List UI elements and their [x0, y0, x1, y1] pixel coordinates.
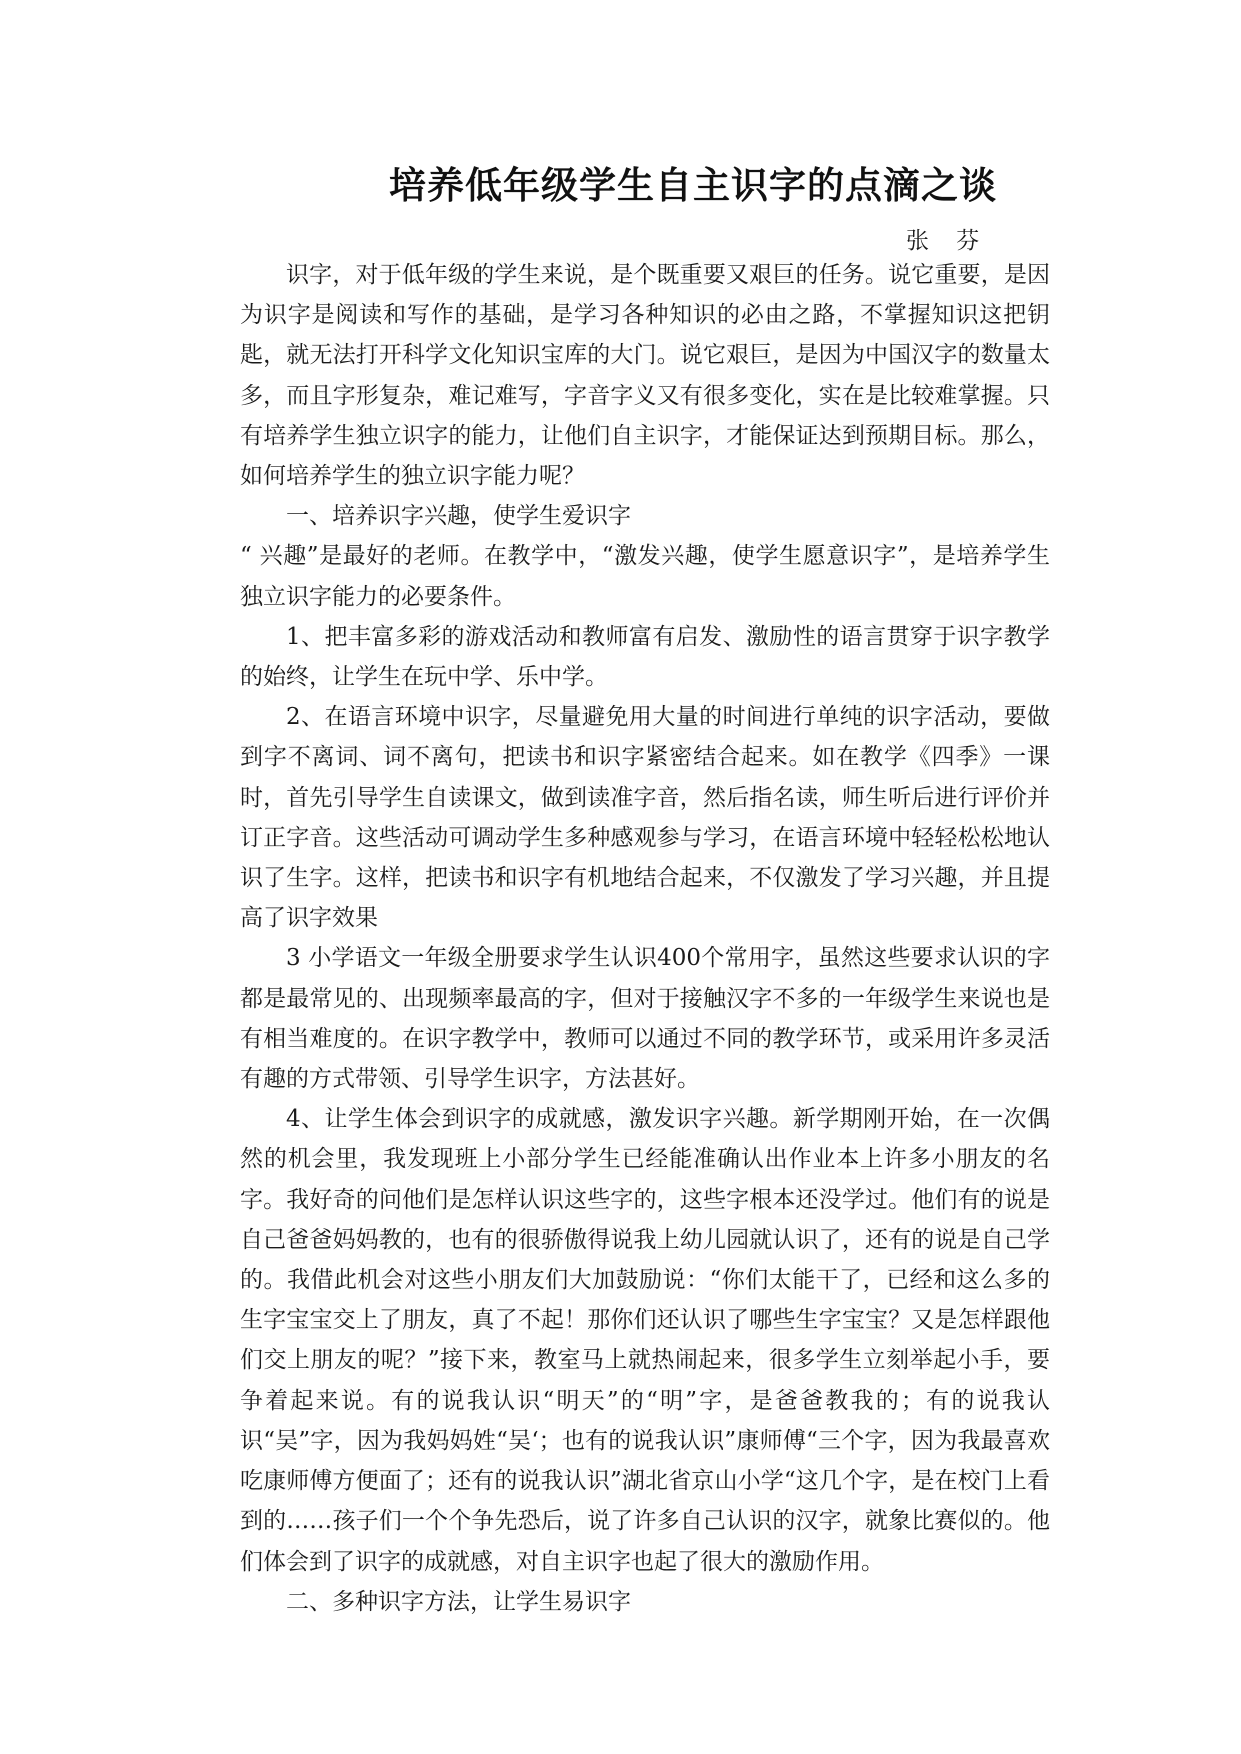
paragraph-point-1: 1、把丰富多彩的游戏活动和教师富有启发、激励性的语言贯穿于识字教学的始终，让学生在玩中学、乐中学。	[240, 623, 1050, 691]
section-heading-1: 一、培养识字兴趣，使学生爱识字	[286, 503, 631, 530]
paragraph-point-2: 2、在语言环境中识字，尽量避免用大量的时间进行单纯的识字活动，要做到字不离词、词不离句，把读书和识字紧密结合起来。如在教学《四季》一课时，首先引导学生自读课文，做到读准字音，然后指名读，师生听后进行评价并订正字音。这些活动可调动学生多种感观参与学习，在语言环境中轻轻松松地认识了生字。这样，把读书和识字有机地结合起来，不仅激发了学习兴趣，并且提高了识字效果	[240, 704, 1050, 932]
author-name: 张 芬	[906, 228, 990, 254]
paragraph-point-4: 4、让学生体会到识字的成就感，激发识字兴趣。新学期刚开始，在一次偶然的机会里，我发现班上小部分学生已经能准确认出作业本上许多小朋友的名字。我好奇的问他们是怎样认识这些字的，这些字根本还没学过。他们有的说是自己爸爸妈妈教的，也有的很骄傲得说我上幼儿园就认识了，还有的说是自己学的。我借此机会对这些小朋友们大加鼓励说：“你们太能干了，已经和这么多的生字宝宝交上了朋友，真了不起！那你们还认识了哪些生字宝宝？又是怎样跟他们交上朋友的呢？”接下来，教室马上就热闹起来，很多学生立刻举起小手，要争着起来说。有的说我认识“明天”的“明”字，是爸爸教我的；有的说我认识“吴”字，因为我妈妈姓“吴‘；也有的说我认识”康师傅“三个字，因为我最喜欢吃康师傅方便面了；还有的说我认识”湖北省京山小学“这几个字，是在校门上看到的……孩子们一个个争先恐后，说了许多自己认识的汉字，就象比赛似的。他们体会到了识字的成就感，对自主识字也起了很大的激励作用。	[240, 1106, 1050, 1575]
document-title: 培养低年级学生自主识字的点滴之谈	[389, 164, 997, 207]
paragraph-point-3: 3 小学语文一年级全册要求学生认识400个常用字，虽然这些要求认识的字都是最常见的、出现频率最高的字，但对于接触汉字不多的一年级学生来说也是有相当难度的。在识字教学中，教师可以通过不同的教学环节，或采用许多灵活有趣的方式带领、引导学生识字，方法甚好。	[240, 945, 1050, 1093]
paragraph-intro: 识字，对于低年级的学生来说，是个既重要又艰巨的任务。说它重要，是因为识字是阅读和写作的基础，是学习各种知识的必由之路，不掌握知识这把钥匙，就无法打开科学文化知识宝库的大门。说它艰巨，是因为中国汉字的数量太多，而且字形复杂，难记难写，字音字义又有很多变化，实在是比较难掌握。只有培养学生独立识字的能力，让他们自主识字，才能保证达到预期目标。那么，如何培养学生的独立识字能力呢？	[240, 262, 1050, 490]
section-heading-2: 二、多种识字方法，让学生易识字	[286, 1588, 631, 1615]
document-body	[240, 255, 1050, 1622]
paragraph-interest: “ 兴趣”是最好的老师。在教学中，“激发兴趣，使学生愿意识字”，是培养学生独立识字能力的必要条件。	[240, 543, 1050, 610]
